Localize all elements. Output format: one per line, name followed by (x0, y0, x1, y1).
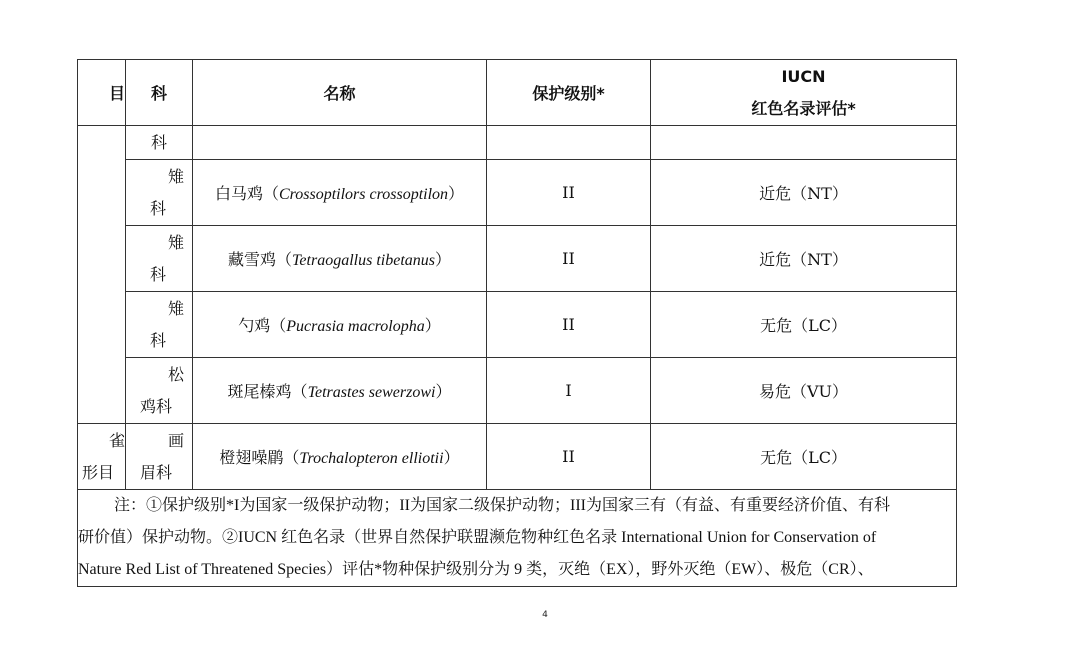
species-name-latin: Pucrasia macrolopha (286, 318, 425, 335)
protection-level-cell: I (487, 358, 651, 424)
species-name-close: ） (448, 184, 465, 203)
family-label-line1: 雉 (167, 298, 184, 318)
iucn-status-cell: 无危（LC） (651, 424, 957, 490)
species-name-latin: Crossoptilors crossoptilon (278, 186, 449, 203)
family-label-line2: 科 (150, 198, 167, 218)
species-name-cell (193, 126, 487, 160)
order-cell-passeriformes (78, 424, 126, 490)
header-iucn-line1: IUCN (781, 66, 826, 86)
header-iucn (651, 60, 957, 126)
family-cell (126, 226, 193, 292)
note-row (78, 490, 957, 587)
species-name-cn: 橙翅噪鹛（ (219, 448, 300, 467)
family-label-line2: 科 (150, 330, 167, 350)
header-name: 名称 (193, 60, 487, 126)
family-cell (126, 160, 193, 226)
order-label-line2: 形目 (82, 462, 115, 482)
note-line-2: 研价值）保护动物。②IUCN 红色名录（世界自然保护联盟濒危物种红色名录 International Union for Conservation of (78, 529, 877, 546)
family-label-line1: 雉 (167, 166, 184, 186)
species-name-close: ） (435, 382, 452, 401)
species-name-cell (193, 424, 487, 490)
note-line-1: 注：①保护级别*I为国家一级保护动物；II为国家二级保护动物；III为国家三有（有益、有重要经济价值、有科 (114, 497, 890, 514)
family-label: 科 (150, 132, 167, 152)
order-label-line1: 雀 (108, 430, 125, 450)
iucn-status-cell: 易危（VU） (651, 358, 957, 424)
family-label-line2: 眉科 (140, 462, 173, 482)
iucn-status-cell (651, 126, 957, 160)
iucn-status-cell: 无危（LC） (651, 292, 957, 358)
species-name-close: ） (434, 250, 451, 269)
species-name-latin: Tetraogallus tibetanus (292, 252, 435, 269)
table-row (78, 358, 957, 424)
family-cell (126, 424, 193, 490)
species-name-cn: 藏雪鸡（ (227, 250, 292, 269)
header-protection-level: 保护级别* (487, 60, 651, 126)
page-number: 4 (542, 610, 548, 620)
header-order: 目 (78, 60, 126, 126)
header-iucn-line2: 红色名录评估* (751, 98, 856, 118)
family-cell (126, 292, 193, 358)
note-line-3: Nature Red List of Threatened Species）评估*物种保护级别分为 9 类，灭绝（EX），野外灭绝（EW）、极危（CR）、 (78, 561, 874, 578)
species-name-cell (193, 292, 487, 358)
table-row (78, 160, 957, 226)
family-label-line2: 鸡科 (140, 396, 173, 416)
family-label-line2: 科 (150, 264, 167, 284)
table-header-row (78, 60, 957, 126)
table-row (78, 292, 957, 358)
species-name-cell (193, 160, 487, 226)
note-cell (78, 490, 957, 587)
species-name-close: ） (424, 316, 441, 335)
species-name-cn: 白马鸡（ (214, 184, 279, 203)
species-name-latin: Tetrastes sewerzowi (307, 384, 436, 401)
order-cell-galliformes (78, 126, 126, 424)
protection-level-cell: II (487, 160, 651, 226)
family-label-line1: 雉 (167, 232, 184, 252)
species-name-cell (193, 226, 487, 292)
iucn-status-cell: 近危（NT） (651, 160, 957, 226)
protection-level-cell (487, 126, 651, 160)
iucn-status-cell: 近危（NT） (651, 226, 957, 292)
family-cell (126, 126, 193, 160)
protection-level-cell: II (487, 292, 651, 358)
species-name-latin: Trochalopteron elliotii (299, 450, 444, 467)
family-label-line1: 松 (167, 364, 184, 384)
table-row (78, 424, 957, 490)
table-row (78, 126, 957, 160)
protection-level-cell: II (487, 226, 651, 292)
species-name-cn: 斑尾榛鸡（ (227, 382, 308, 401)
family-cell (126, 358, 193, 424)
family-label-line1: 画 (167, 430, 184, 450)
protection-level-cell: II (487, 424, 651, 490)
species-name-close: ） (443, 448, 460, 467)
species-protection-table (77, 59, 957, 587)
header-family: 科 (126, 60, 193, 126)
species-name-cell (193, 358, 487, 424)
species-name-cn: 勺鸡（ (238, 316, 287, 335)
table-row (78, 226, 957, 292)
